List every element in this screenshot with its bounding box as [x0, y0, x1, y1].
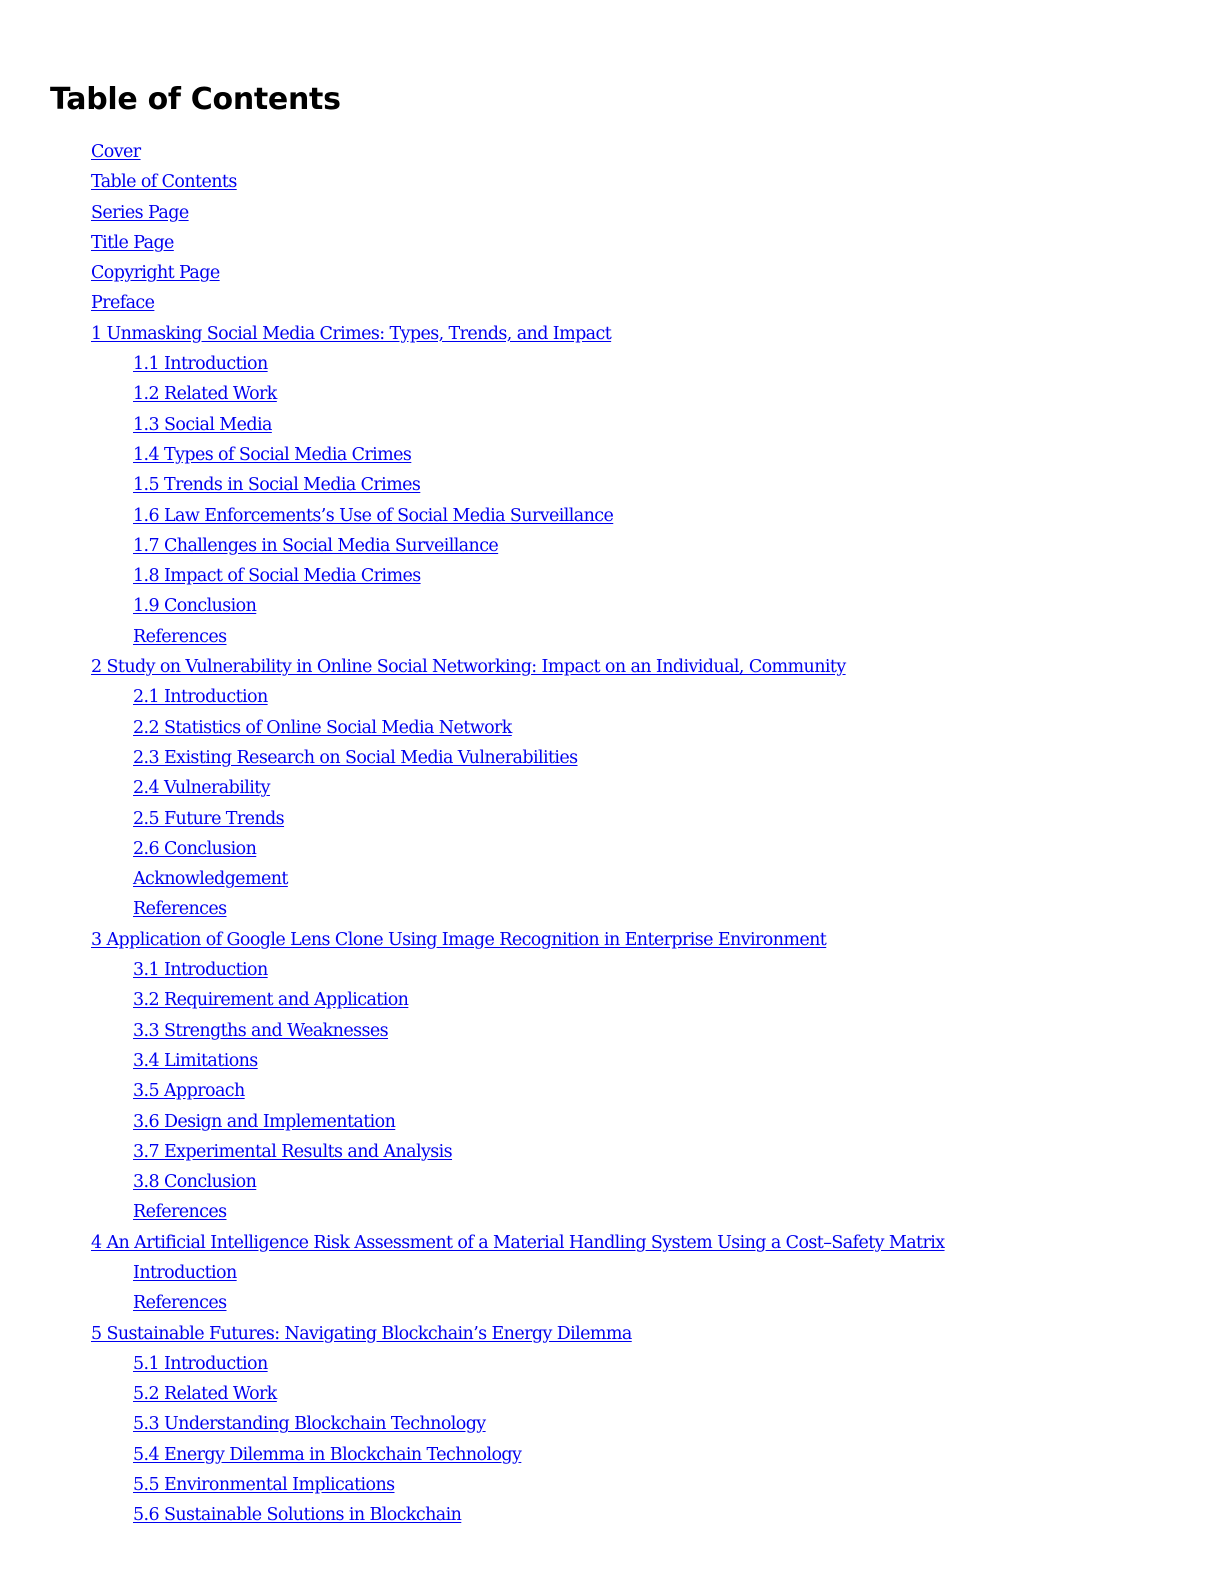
toc-section-link[interactable]: 1.2 Related Work: [133, 384, 277, 405]
toc-section-item: [0, 1016, 1224, 1046]
toc-section-item: [0, 894, 1224, 924]
toc-section-link[interactable]: 5.5 Environmental Implications: [133, 1475, 395, 1496]
toc-section-link[interactable]: 1.7 Challenges in Social Media Surveillance: [133, 535, 499, 556]
toc-chapter-link[interactable]: Title Page: [91, 232, 174, 253]
toc-chapter-link[interactable]: Table of Contents: [91, 172, 237, 193]
toc-section-item: [0, 561, 1224, 591]
toc-section-item: [0, 1440, 1224, 1470]
toc-section-link[interactable]: Acknowledgement: [133, 869, 288, 890]
toc-section-item: [0, 773, 1224, 803]
toc-section-link[interactable]: References: [133, 1202, 227, 1223]
toc-chapter-item: [0, 1319, 1224, 1349]
toc-section-item: [0, 864, 1224, 894]
toc-chapter-item: [0, 167, 1224, 197]
toc-section-item: [0, 955, 1224, 985]
toc-section-link[interactable]: 2.3 Existing Research on Social Media Vulnerabilities: [133, 747, 578, 768]
toc-section-link[interactable]: References: [133, 1293, 227, 1314]
toc-section-link[interactable]: 3.1 Introduction: [133, 960, 268, 981]
toc-section-link[interactable]: Introduction: [133, 1262, 237, 1283]
toc-section-link[interactable]: 2.4 Vulnerability: [133, 778, 270, 799]
toc-section-item: [0, 501, 1224, 531]
toc-section-item: [0, 834, 1224, 864]
toc-chapter-item: [0, 652, 1224, 682]
toc-section-link[interactable]: 3.6 Design and Implementation: [133, 1111, 396, 1132]
toc-section-link[interactable]: 5.2 Related Work: [133, 1384, 277, 1405]
toc-section-link[interactable]: 2.2 Statistics of Online Social Media Network: [133, 717, 512, 738]
toc-section-link[interactable]: 5.6 Sustainable Solutions in Blockchain: [133, 1505, 462, 1526]
toc-list: [0, 137, 1224, 1531]
toc-chapter-link[interactable]: Cover: [91, 142, 141, 162]
toc-chapter-link[interactable]: 3 Application of Google Lens Clone Using Image Recognition in Enterprise Environment: [91, 929, 827, 950]
toc-section-item: [0, 1379, 1224, 1409]
toc-chapter-item: [0, 288, 1224, 318]
toc-chapter-link[interactable]: Copyright Page: [91, 263, 220, 284]
toc-section-item: [0, 1409, 1224, 1439]
toc-section-link[interactable]: 3.4 Limitations: [133, 1050, 258, 1071]
toc-section-item: [0, 531, 1224, 561]
toc-section-item: [0, 1470, 1224, 1500]
toc-section-item: [0, 379, 1224, 409]
toc-section-link[interactable]: 5.4 Energy Dilemma in Blockchain Technology: [133, 1444, 522, 1465]
toc-section-item: [0, 1076, 1224, 1106]
toc-section-item: [0, 985, 1224, 1015]
toc-chapter-link[interactable]: 4 An Artificial Intelligence Risk Assessment of a Material Handling System Using a Cost–Safety Matrix: [91, 1232, 945, 1253]
toc-section-link[interactable]: References: [133, 626, 227, 647]
toc-section-item: [0, 470, 1224, 500]
page-title: Table of Contents: [50, 82, 341, 117]
toc-section-item: [0, 1197, 1224, 1227]
toc-section-item: [0, 743, 1224, 773]
toc-section-item: [0, 804, 1224, 834]
toc-section-item: [0, 349, 1224, 379]
toc-chapter-item: [0, 1228, 1224, 1258]
toc-chapter-item: [0, 228, 1224, 258]
toc-section-item: [0, 1137, 1224, 1167]
toc-section-item: [0, 1288, 1224, 1318]
toc-section-item: [0, 1107, 1224, 1137]
toc-section-link[interactable]: 3.3 Strengths and Weaknesses: [133, 1020, 389, 1041]
toc-section-link[interactable]: 5.1 Introduction: [133, 1353, 268, 1374]
toc-chapter-link[interactable]: 5 Sustainable Futures: Navigating Blockchain’s Energy Dilemma: [91, 1323, 632, 1344]
toc-section-item: [0, 1167, 1224, 1197]
toc-section-item: [0, 591, 1224, 621]
toc-section-link[interactable]: 3.2 Requirement and Application: [133, 990, 409, 1011]
toc-section-link[interactable]: 1.6 Law Enforcements’s Use of Social Media Surveillance: [133, 505, 614, 526]
toc-section-item: [0, 622, 1224, 652]
toc-section-item: [0, 440, 1224, 470]
toc-chapter-link[interactable]: Preface: [91, 293, 155, 314]
toc-section-item: [0, 410, 1224, 440]
toc-section-link[interactable]: 3.5 Approach: [133, 1081, 245, 1102]
toc-section-link[interactable]: 1.8 Impact of Social Media Crimes: [133, 566, 421, 587]
toc-section-link[interactable]: 1.3 Social Media: [133, 414, 272, 435]
toc-chapter-item: [0, 319, 1224, 349]
toc-chapter-item: [0, 137, 1224, 167]
toc-section-item: [0, 1349, 1224, 1379]
toc-section-link[interactable]: 1.5 Trends in Social Media Crimes: [133, 475, 421, 496]
toc-section-link[interactable]: 3.7 Experimental Results and Analysis: [133, 1141, 453, 1162]
toc-chapter-link[interactable]: Series Page: [91, 202, 189, 223]
toc-section-item: [0, 1046, 1224, 1076]
toc-section-link[interactable]: 1.4 Types of Social Media Crimes: [133, 444, 412, 465]
toc-section-link[interactable]: References: [133, 899, 227, 920]
toc-section-link[interactable]: 5.3 Understanding Blockchain Technology: [133, 1414, 486, 1435]
toc-section-link[interactable]: 2.5 Future Trends: [133, 808, 285, 829]
toc-chapter-item: [0, 198, 1224, 228]
toc-chapter-item: [0, 925, 1224, 955]
toc-section-item: [0, 1258, 1224, 1288]
toc-section-link[interactable]: 3.8 Conclusion: [133, 1172, 257, 1193]
toc-section-item: [0, 1500, 1224, 1530]
toc-chapter-link[interactable]: 1 Unmasking Social Media Crimes: Types, Trends, and Impact: [91, 323, 612, 344]
toc-section-link[interactable]: 2.6 Conclusion: [133, 838, 257, 859]
toc-chapter-item: [0, 258, 1224, 288]
toc-section-link[interactable]: 1.9 Conclusion: [133, 596, 257, 617]
toc-section-link[interactable]: 1.1 Introduction: [133, 354, 268, 375]
toc-section-item: [0, 713, 1224, 743]
toc-section-link[interactable]: 2.1 Introduction: [133, 687, 268, 708]
toc-section-item: [0, 682, 1224, 712]
toc-chapter-link[interactable]: 2 Study on Vulnerability in Online Social Networking: Impact on an Individual, Community: [91, 657, 846, 678]
